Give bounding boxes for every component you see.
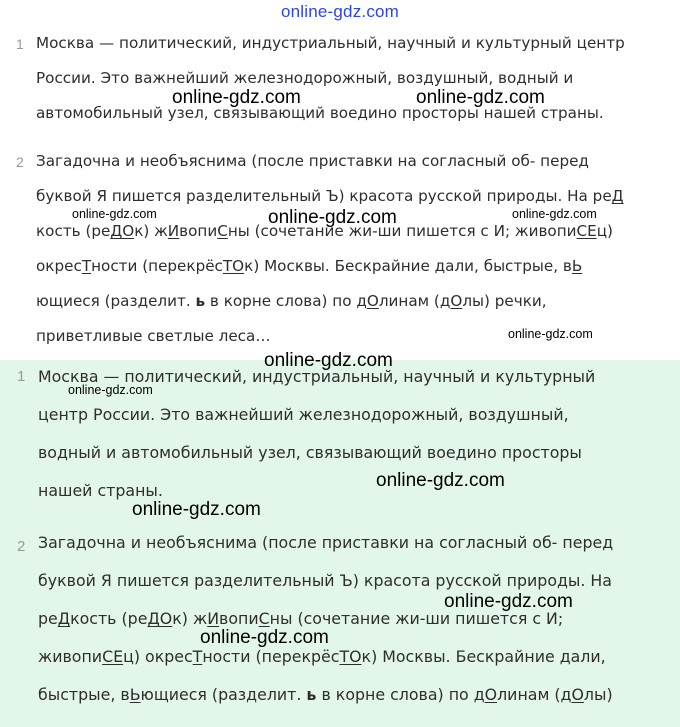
watermark: online-gdz.com <box>508 327 593 341</box>
item-number: 1 <box>17 368 26 385</box>
watermark: online-gdz.com <box>72 207 157 221</box>
text-line: России. Это важнейший железнодорожный, воздушный, водный и <box>36 69 574 87</box>
watermark: online-gdz.com <box>264 350 393 371</box>
text-line: окресТности (перекрёсТОк) Москвы. Бескрайние дали, быстрые, вЬ <box>36 257 583 275</box>
item-number: 1 <box>16 36 24 52</box>
top-watermark: online-gdz.com <box>280 2 400 21</box>
watermark: online-gdz.com <box>268 207 397 228</box>
watermark: online-gdz.com <box>444 591 573 612</box>
section-original <box>0 30 680 360</box>
text-line: Загадочна и необъяснима (после приставки на согласный об- перед <box>38 533 614 552</box>
text-line: буквой Я пишется разделительный Ъ) красота русской природы. На <box>38 571 612 590</box>
watermark: online-gdz.com <box>416 87 545 108</box>
text-line: быстрые, вЬющиеся (разделит. ь в корне слова) по дОлинам (дОлы) <box>38 685 613 704</box>
text-line: ющиеся (разделит. ь в корне слова) по дОлинам (дОлы) речки, <box>36 292 547 310</box>
text-line: кость (реДОк) жИвопиСны (сочетание жи-ши пишется с И; живопиСЕц) <box>36 222 613 240</box>
text-line: автомобильный узел, связывающий воедино просторы нашей страны. <box>36 104 604 122</box>
item-number: 2 <box>16 154 24 170</box>
text-line: приветливые светлые леса… <box>36 327 271 345</box>
text-line: Москва — политический, индустриальный, научный и культурный <box>38 367 596 386</box>
text-line: реДкость (реДОк) жИвопиСны (сочетание жи-ши пишется с И; <box>38 609 564 628</box>
watermark: online-gdz.com <box>132 499 261 520</box>
watermark: online-gdz.com <box>376 470 505 491</box>
section-highlighted <box>0 360 680 727</box>
watermark: online-gdz.com <box>68 383 153 397</box>
text-line: водный и автомобильный узел, связывающий воедино просторы <box>38 443 582 462</box>
watermark: online-gdz.com <box>172 87 301 108</box>
text-line: центр России. Это важнейший железнодорожный, воздушный, <box>38 405 569 424</box>
text-line: Загадочна и необъяснима (после приставки на согласный об- перед <box>36 152 589 170</box>
watermark: online-gdz.com <box>512 207 597 221</box>
text-line: живопиСЕц) окресТности (перекрёсТОк) Москвы. Бескрайние дали, <box>38 647 606 666</box>
text-line: Москва — политический, индустриальный, научный и культурный центр <box>36 34 625 52</box>
text-line: буквой Я пишется разделительный Ъ) красота русской природы. На реД <box>36 187 624 205</box>
text-line: нашей страны. <box>38 481 163 500</box>
item-number: 2 <box>17 538 26 555</box>
watermark: online-gdz.com <box>200 627 329 648</box>
